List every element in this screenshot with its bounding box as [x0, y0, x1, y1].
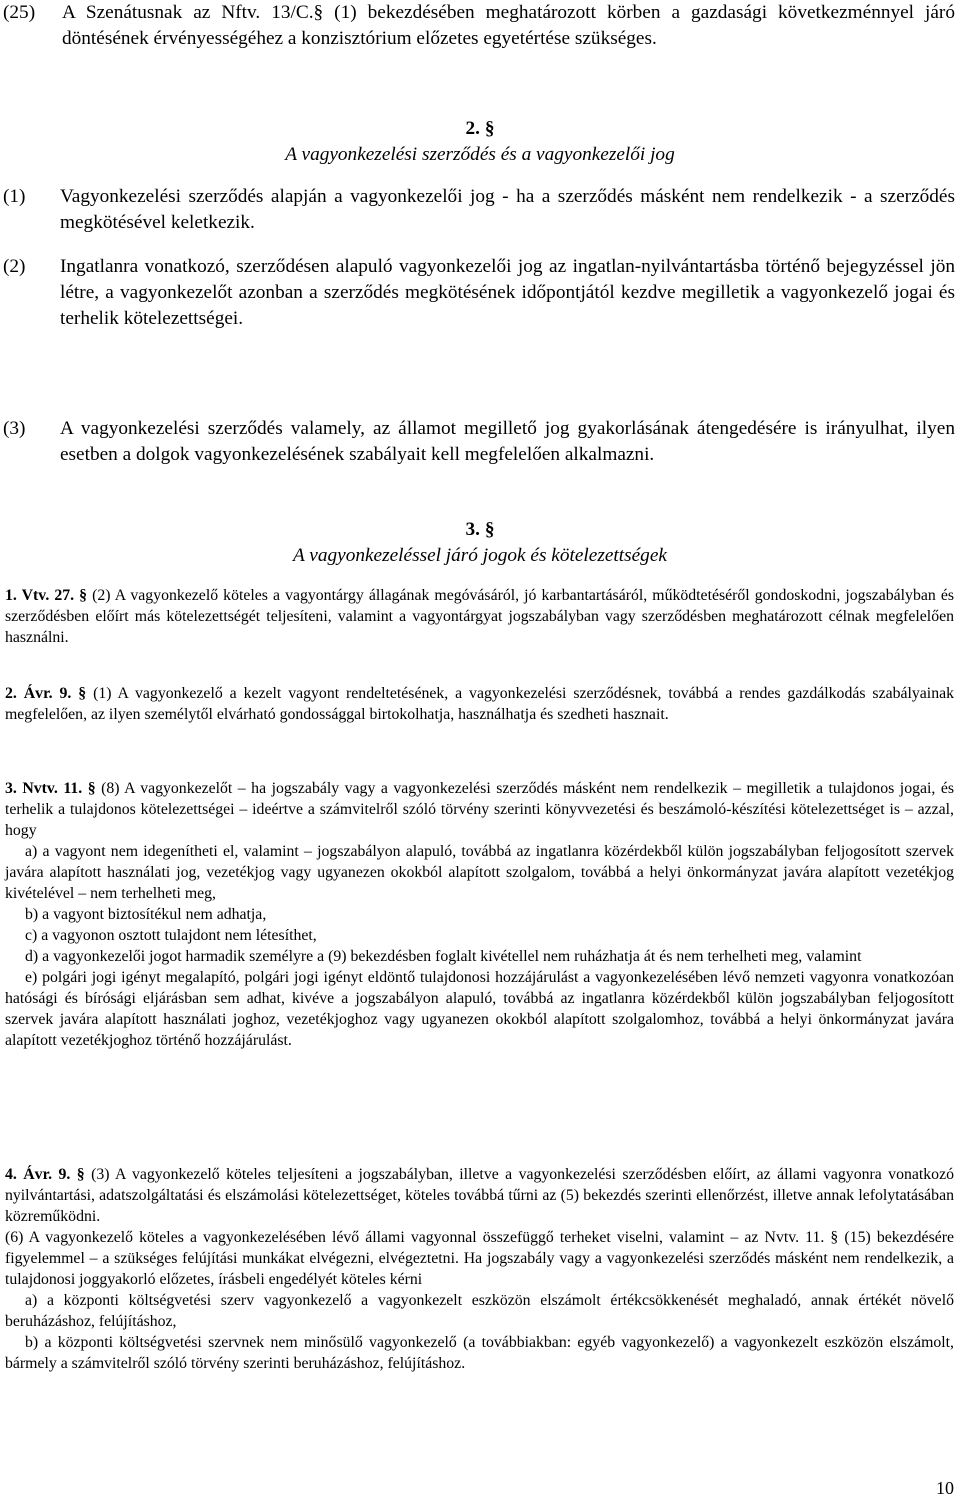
item-number: (1)	[3, 186, 26, 207]
note-point-d: d) a vagyonkezelői jogot harmadik személyre a (9) bekezdésben foglalt kivétellel nem ruházhatja át és nem terhelheti meg, valamint	[25, 948, 862, 965]
note-reference: 2. Ávr. 9. §	[5, 685, 87, 702]
item-text: A vagyonkezelési szerződés valamely, az államot megillető jog gyakorlásának átengedésére is irányulhat, ilyen esetben a dolgok vagyonkezelésének szabályait kell megfelelően alkalmazni.	[60, 418, 955, 465]
page-number: 10	[936, 1478, 954, 1498]
item-text: Ingatlanra vonatkozó, szerződésen alapuló vagyonkezelői jog az ingatlan-nyilvántartásba történő bejegyzéssel jön létre, a vagyonkezelőt azonban a szerződés megkötésének időpontjától kezdve megilletik a vagyonkezelő jogai és terhelik kötelezettségei.	[60, 256, 955, 329]
note-point-b: b) a központi költségvetési szervnek nem minősülő vagyonkezelő (a továbbiakban: egyéb vagyonkezelő) a vagyonkezelt eszközön elszámolt, bármely a számvitelről szóló törvény szerinti beruházáshoz, felújításhoz.	[5, 1334, 954, 1372]
note-text: (8) A vagyonkezelőt – ha jogszabály vagy a vagyonkezelési szerződés másként nem rendelkezik – megilletik a tulajdonos jogai, és terhelik a tulajdonos kötelezettségei – ideértve a számvitelről szóló törvény szerinti könyvvezetési és beszámoló-készítési kötelezettséget is – azzal, hogy	[5, 780, 954, 839]
section-number: 3. §	[465, 519, 495, 540]
paragraph-text: A Szenátusnak az Nftv. 13/C.§ (1) bekezdésében meghatározott körben a gazdasági következménnyel járó döntésének érvényességéhez a konzisztórium előzetes egyetértése szükséges.	[62, 2, 955, 49]
note-point-a: a) a vagyont nem idegenítheti el, valamint – jogszabályon alapuló, továbbá az ingatlanra közérdekből külön jogszabályban feljogosított szervek javára alapított használati jog, vezetékjog vagy ugyanezen okokból alapított szolgalom, továbbá a helyi önkormányzat javára alapított vezetékjog kivételével – nem terhelheti meg,	[5, 843, 954, 902]
section-number: 2. §	[465, 118, 495, 139]
section-2-item-2	[0, 254, 960, 332]
section-title: A vagyonkezeléssel járó jogok és kötelezettségek	[293, 545, 667, 566]
paragraph-25	[0, 0, 960, 52]
note-point-a: a) a központi költségvetési szerv vagyonkezelő a vagyonkezelt eszközön elszámolt értékcsökkenését meghaladó, annak értékét növelő beruházáshoz, felújításhoz,	[5, 1292, 954, 1330]
note-2	[0, 683, 960, 725]
item-number: (2)	[3, 256, 26, 277]
note-reference: 4. Ávr. 9. §	[5, 1166, 85, 1183]
note-point-e: e) polgári jogi igényt megalapító, polgári jogi igényt eldöntő tulajdonosi hozzájárulást a vagyonkezelésében lévő nemzeti vagyonra vonatkozóan hatósági és bírósági eljárásban sem adhat, kivéve a jogszabályon alapuló, továbbá az ingatlanra közérdekből külön jogszabályban feljogosított szervek javára alapított használati joghoz, vezetékjoghoz vagy ugyanezen okokból alapított szolgalomhoz, továbbá a helyi önkormányzat javára alapított vezetékjoghoz történő hozzájárulást.	[5, 969, 954, 1049]
section-2-heading	[0, 116, 960, 168]
item-text: Vagyonkezelési szerződés alapján a vagyonkezelői jog - ha a szerződés másként nem rendelkezik - a szerződés megkötésével keletkezik.	[60, 186, 955, 233]
note-point-c: c) a vagyonon osztott tulajdont nem létesíthet,	[25, 927, 317, 944]
section-2-item-1	[0, 184, 960, 236]
section-2-item-3	[0, 416, 960, 468]
note-point-b: b) a vagyont biztosítékul nem adhatja,	[25, 906, 267, 923]
paragraph-number: (25)	[3, 2, 36, 23]
section-title: A vagyonkezelési szerződés és a vagyonkezelői jog	[285, 144, 675, 165]
note-1	[0, 585, 960, 648]
note-text: (1) A vagyonkezelő a kezelt vagyont rendeltetésének, a vagyonkezelési szerződésnek, továbbá a rendes gazdálkodás szabályainak megfelelően, az ilyen személytől elvárható gondossággal birtokolhatja, használhatja és szedheti hasznait.	[5, 685, 954, 723]
note-reference: 3. Nvtv. 11. §	[5, 780, 96, 797]
item-number: (3)	[3, 418, 26, 439]
note-text: (2) A vagyonkezelő köteles a vagyontárgy állagának megóvásáról, jó karbantartásáról, működtetéséről gondoskodni, jogszabályban és szerződésben előírt más kötelezettségét teljesíteni, valamint a vagyontárgyat jogszabályban vagy szerződésben meghatározott célnak megfelelően használni.	[5, 587, 954, 646]
note-4	[0, 1164, 960, 1374]
note-paragraph-6: (6) A vagyonkezelő köteles a vagyonkezelésében lévő állami vagyonnal összefüggő terheket viselni, valamint – az Nvtv. 11. § (15) bekezdésére figyelemmel – a szükséges felújítási munkákat elvégezni, elvégeztetni. Ha jogszabály vagy a vagyonkezelési szerződés másként nem rendelkezik, a tulajdonosi joggyakorló előzetes, írásbeli engedélyét köteles kérni	[5, 1229, 954, 1288]
section-3-heading	[0, 517, 960, 569]
note-reference: 1. Vtv. 27. §	[5, 587, 88, 604]
note-3	[0, 778, 960, 1051]
note-text: (3) A vagyonkezelő köteles teljesíteni a jogszabályban, illetve a vagyonkezelési szerződésben előírt, az állami vagyonra vonatkozó nyilvántartási, adatszolgáltatási és elszámolási kötelezettséget, köteles továbbá tűrni az (5) bekezdés szerinti ellenőrzést, illetve annak lefolytatásában közreműködni.	[5, 1166, 954, 1225]
